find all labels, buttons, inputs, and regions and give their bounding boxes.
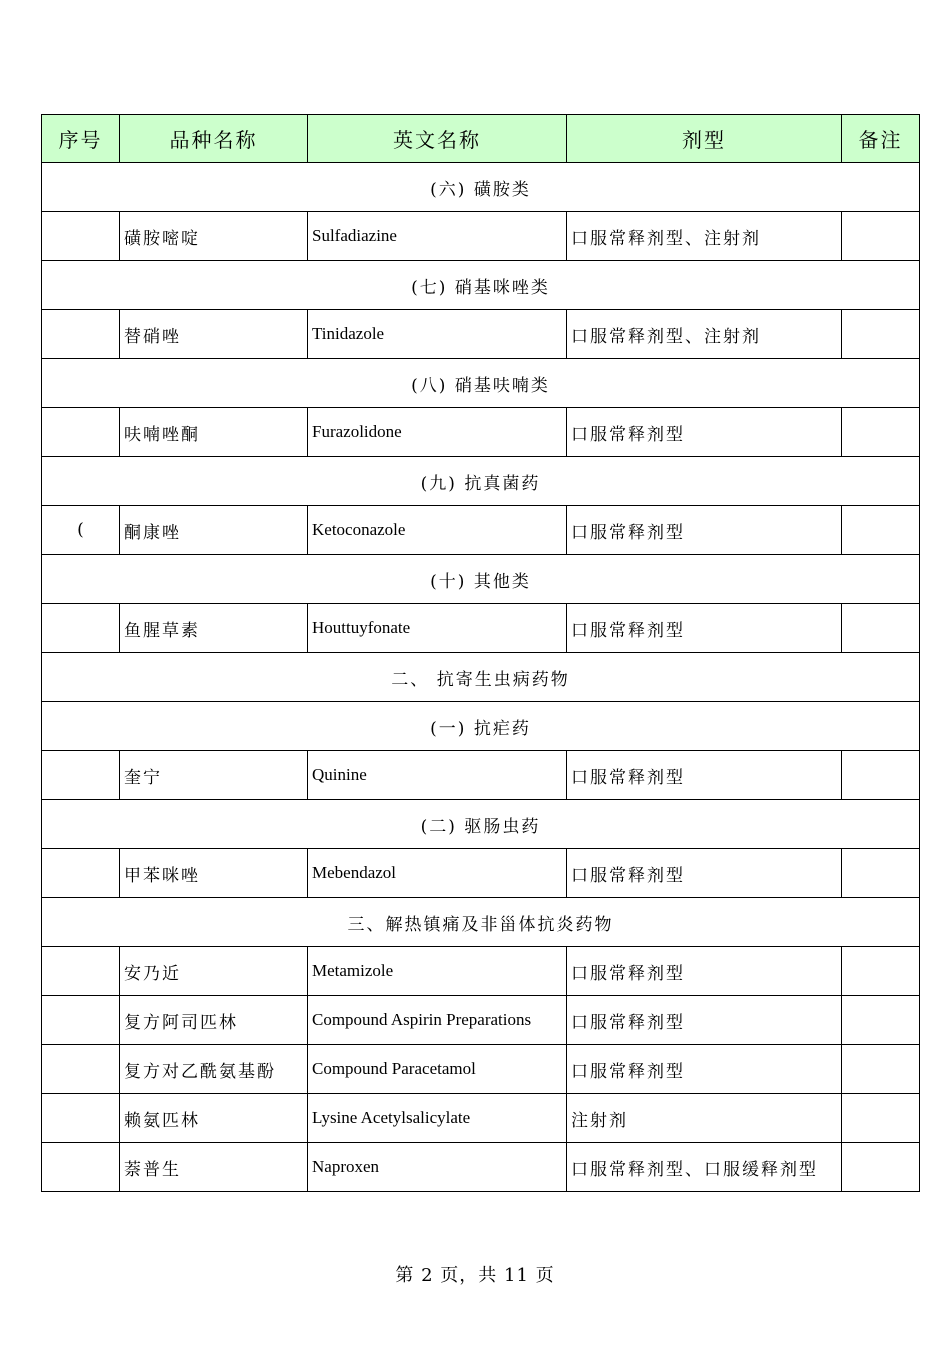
note-cell: [842, 1094, 920, 1143]
note-cell: [842, 1143, 920, 1192]
english-name-cell: Tinidazole: [308, 310, 567, 359]
section-row: [42, 800, 920, 849]
chinese-name-cell: 磺胺嘧啶: [120, 212, 308, 261]
note-cell: [842, 604, 920, 653]
chinese-name-cell: 萘普生: [120, 1143, 308, 1192]
dosage-form-cell: 注射剂: [567, 1094, 842, 1143]
dosage-form-cell: 口服常释剂型: [567, 947, 842, 996]
chinese-name-cell: 鱼腥草素: [120, 604, 308, 653]
chinese-name-cell: 甲苯咪唑: [120, 849, 308, 898]
section-title: (十) 其他类: [42, 555, 920, 604]
english-name-cell: Naproxen: [308, 1143, 567, 1192]
chinese-name-cell: 替硝唑: [120, 310, 308, 359]
english-name-cell: Houttuyfonate: [308, 604, 567, 653]
section-title: (二) 驱肠虫药: [42, 800, 920, 849]
chinese-name-cell: 呋喃唑酮: [120, 408, 308, 457]
table-row: [42, 947, 920, 996]
section-title: (九) 抗真菌药: [42, 457, 920, 506]
seq-cell: [42, 408, 120, 457]
table-row: [42, 751, 920, 800]
dosage-form-cell: 口服常释剂型、注射剂: [567, 310, 842, 359]
table-row: [42, 1045, 920, 1094]
seq-cell: [42, 947, 120, 996]
note-cell: [842, 310, 920, 359]
seq-cell: [42, 1143, 120, 1192]
header-english-name: 英文名称: [308, 115, 567, 163]
section-title: (七) 硝基咪唑类: [42, 261, 920, 310]
seq-cell: [42, 996, 120, 1045]
seq-cell: [42, 1045, 120, 1094]
section-row: [42, 261, 920, 310]
dosage-form-cell: 口服常释剂型: [567, 751, 842, 800]
section-row: [42, 359, 920, 408]
table-row: [42, 1094, 920, 1143]
dosage-form-cell: 口服常释剂型: [567, 1045, 842, 1094]
seq-cell: [42, 212, 120, 261]
seq-cell: (: [42, 506, 120, 555]
chinese-name-cell: 复方阿司匹林: [120, 996, 308, 1045]
section-title: 二、 抗寄生虫病药物: [42, 653, 920, 702]
drug-list-table: [41, 114, 920, 1192]
dosage-form-cell: 口服常释剂型: [567, 506, 842, 555]
note-cell: [842, 947, 920, 996]
section-title: 三、解热镇痛及非甾体抗炎药物: [42, 898, 920, 947]
table-row: [42, 408, 920, 457]
note-cell: [842, 751, 920, 800]
header-chinese-name: 品种名称: [120, 115, 308, 163]
table-row: [42, 996, 920, 1045]
section-title: (一) 抗疟药: [42, 702, 920, 751]
header-note: 备注: [842, 115, 920, 163]
header-seq: 序号: [42, 115, 120, 163]
table-row: [42, 849, 920, 898]
header-dosage-form: 剂型: [567, 115, 842, 163]
seq-cell: [42, 1094, 120, 1143]
dosage-form-cell: 口服常释剂型: [567, 408, 842, 457]
dosage-form-cell: 口服常释剂型、口服缓释剂型: [567, 1143, 842, 1192]
table-row: [42, 604, 920, 653]
note-cell: [842, 506, 920, 555]
table-row: [42, 1143, 920, 1192]
section-row: [42, 457, 920, 506]
table-row: [42, 212, 920, 261]
chinese-name-cell: 复方对乙酰氨基酚: [120, 1045, 308, 1094]
english-name-cell: Metamizole: [308, 947, 567, 996]
note-cell: [842, 408, 920, 457]
page-footer: 第 2 页，共 11 页: [395, 1265, 555, 1286]
dosage-form-cell: 口服常释剂型: [567, 604, 842, 653]
dosage-form-cell: 口服常释剂型: [567, 996, 842, 1045]
english-name-cell: Mebendazol: [308, 849, 567, 898]
section-row: [42, 555, 920, 604]
note-cell: [842, 212, 920, 261]
section-row: [42, 653, 920, 702]
english-name-cell: Sulfadiazine: [308, 212, 567, 261]
seq-cell: [42, 849, 120, 898]
section-title: (八) 硝基呋喃类: [42, 359, 920, 408]
note-cell: [842, 849, 920, 898]
section-title: (六) 磺胺类: [42, 163, 920, 212]
chinese-name-cell: 安乃近: [120, 947, 308, 996]
seq-cell: [42, 604, 120, 653]
english-name-cell: Compound Aspirin Preparations: [308, 996, 567, 1045]
table-row: [42, 310, 920, 359]
note-cell: [842, 996, 920, 1045]
chinese-name-cell: 酮康唑: [120, 506, 308, 555]
table-body: [42, 163, 920, 1192]
english-name-cell: Lysine Acetylsalicylate: [308, 1094, 567, 1143]
seq-cell: [42, 310, 120, 359]
note-cell: [842, 1045, 920, 1094]
table-row: [42, 506, 920, 555]
section-row: [42, 898, 920, 947]
english-name-cell: Furazolidone: [308, 408, 567, 457]
chinese-name-cell: 奎宁: [120, 751, 308, 800]
dosage-form-cell: 口服常释剂型: [567, 849, 842, 898]
section-row: [42, 702, 920, 751]
table-header-row: [42, 115, 920, 163]
chinese-name-cell: 赖氨匹林: [120, 1094, 308, 1143]
section-row: [42, 163, 920, 212]
english-name-cell: Ketoconazole: [308, 506, 567, 555]
seq-cell: [42, 751, 120, 800]
dosage-form-cell: 口服常释剂型、注射剂: [567, 212, 842, 261]
english-name-cell: Quinine: [308, 751, 567, 800]
english-name-cell: Compound Paracetamol: [308, 1045, 567, 1094]
